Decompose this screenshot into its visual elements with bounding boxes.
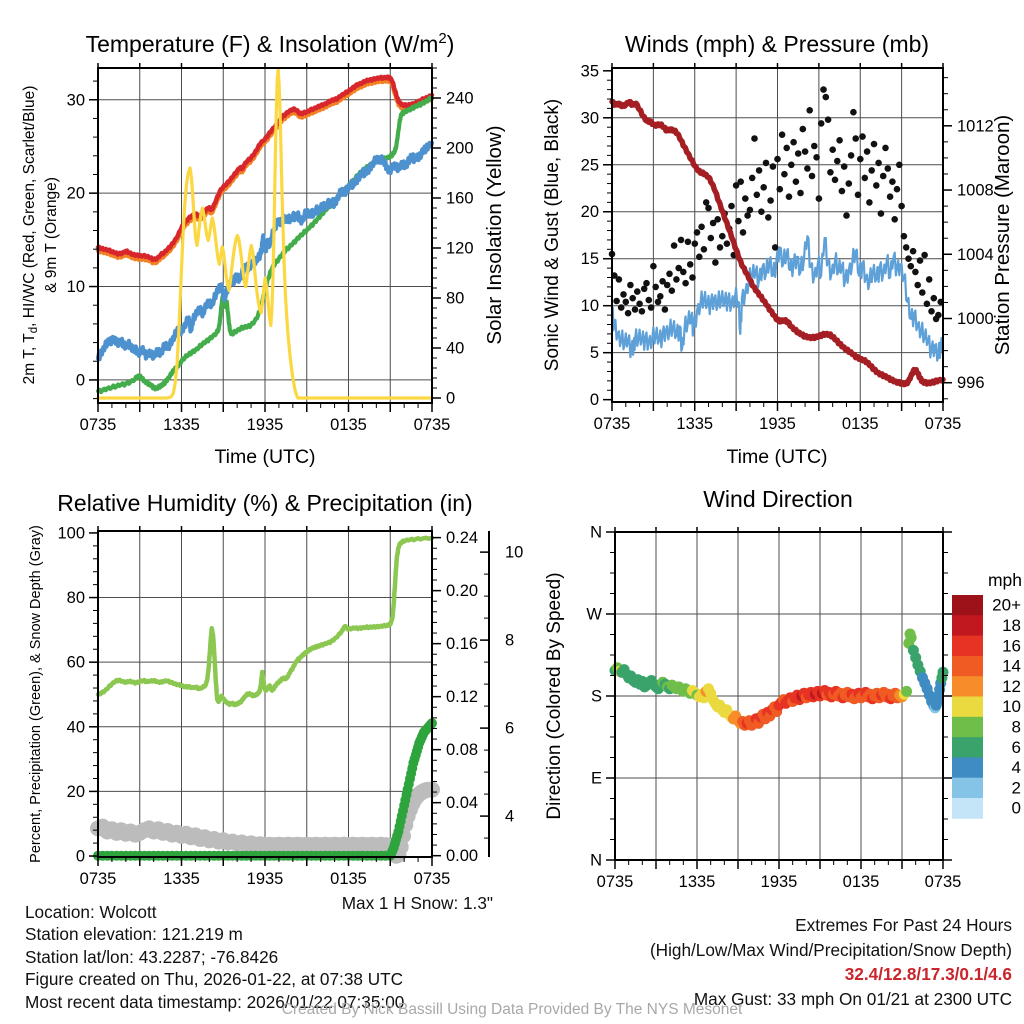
data-point xyxy=(862,175,869,182)
data-point xyxy=(763,160,770,167)
y-tick-label: 25 xyxy=(580,156,599,175)
colorbar-cell xyxy=(952,697,983,718)
data-point xyxy=(648,304,655,311)
y-tick-label: 35 xyxy=(580,62,599,81)
y-tick-label: 40 xyxy=(66,718,85,737)
data-point xyxy=(613,298,620,305)
colorbar-cell xyxy=(952,656,983,677)
data-point xyxy=(793,178,800,185)
data-point xyxy=(891,216,898,223)
y-tick-label: 0 xyxy=(75,847,85,866)
temp-yaxis-left-title: 2m T, Td, HI/WC (Red, Green, Scarlet/Blue) xyxy=(21,85,40,385)
data-point xyxy=(841,163,848,170)
y-tick-label: 200 xyxy=(446,139,474,158)
wind-layer xyxy=(581,62,994,433)
y-tick-label: S xyxy=(590,687,602,706)
data-point xyxy=(669,287,676,294)
colorbar-cell xyxy=(952,636,983,657)
y-tick-label: 240 xyxy=(446,89,474,108)
insolation-yaxis-right-title: Solar Insolation (Yellow) xyxy=(483,125,506,345)
colorbar-label: 6 xyxy=(1011,737,1021,757)
data-point xyxy=(901,233,908,240)
data-point xyxy=(873,182,880,189)
colorbar-label: 14 xyxy=(1002,656,1021,676)
data-point xyxy=(912,269,919,276)
data-point xyxy=(813,154,820,161)
colorbar-label: 4 xyxy=(1011,758,1021,778)
x-tick-label: 0735 xyxy=(79,870,117,888)
data-timestamp: Most recent data timestamp: 2026/01/22 07:35:00 xyxy=(25,991,405,1012)
data-point xyxy=(804,165,811,172)
colorbar-cell xyxy=(952,798,983,819)
data-point xyxy=(692,240,699,247)
data-point xyxy=(827,169,834,176)
data-point xyxy=(774,156,781,163)
temp-yaxis-left-title-line2: & 9m T (Orange) xyxy=(43,177,60,293)
extremes-values: 32.4/12.8/17.3/0.1/4.6 xyxy=(844,964,1012,985)
data-point xyxy=(875,160,882,167)
data-point xyxy=(882,145,889,152)
x-tick-label: 0735 xyxy=(593,415,631,433)
data-point xyxy=(777,186,784,193)
data-point xyxy=(625,310,632,317)
y-tick-label: 1008 xyxy=(957,181,994,200)
colorbar-label: 20+ xyxy=(992,595,1021,615)
data-point xyxy=(758,208,765,215)
y-tick-label: 0 xyxy=(75,371,85,390)
data-point xyxy=(903,244,910,251)
data-point xyxy=(749,175,756,182)
data-point xyxy=(705,205,712,212)
data-point xyxy=(698,224,705,231)
x-tick-label: 0135 xyxy=(842,873,880,891)
data-point xyxy=(632,306,639,313)
data-point xyxy=(843,212,850,219)
station-info-block xyxy=(25,901,404,1013)
data-point xyxy=(857,156,864,163)
data-point xyxy=(712,259,719,266)
y-tick-label: E xyxy=(590,769,602,788)
data-point xyxy=(770,163,777,170)
data-point xyxy=(696,253,703,260)
temp-panel-title: Temperature (F) & Insolation $(W/m^2)$ xyxy=(85,30,455,57)
data-point xyxy=(680,269,687,276)
data-point xyxy=(657,293,664,300)
data-point xyxy=(906,632,917,643)
data-point xyxy=(742,195,749,202)
data-point xyxy=(786,193,793,200)
y-tick-label: 0.20 xyxy=(446,582,479,601)
extremes-legend: (High/Low/Max Wind/Precipitation/Snow Depth) xyxy=(649,939,1012,960)
data-point xyxy=(636,301,643,308)
y-tick-label: 160 xyxy=(446,189,474,208)
y-tick-label: 996 xyxy=(957,374,985,393)
rh-layer xyxy=(57,524,523,888)
y-tick-label: 0.24 xyxy=(446,529,479,548)
y-tick-label: W xyxy=(586,605,602,624)
data-point xyxy=(767,197,774,204)
y-tick-label: 100 xyxy=(57,524,85,543)
colorbar-label: 12 xyxy=(1002,676,1021,696)
data-point xyxy=(783,145,790,152)
colorbar-label: 2 xyxy=(1011,778,1021,798)
data-point xyxy=(643,280,650,287)
data-point xyxy=(809,173,816,180)
x-tick-label: 1935 xyxy=(759,415,796,433)
colorbar-label: 0 xyxy=(1011,798,1021,818)
data-point xyxy=(650,263,657,270)
y-tick-label: 0.16 xyxy=(446,635,479,654)
snow-tick-label: 6 xyxy=(505,719,515,738)
data-point xyxy=(864,148,871,155)
data-point xyxy=(701,246,708,253)
x-tick-label: 0135 xyxy=(330,870,367,888)
data-point xyxy=(924,301,931,308)
colorbar-cell xyxy=(952,757,983,778)
data-point xyxy=(797,190,804,197)
y-tick-label: 40 xyxy=(446,339,465,358)
data-point xyxy=(629,295,636,302)
data-point xyxy=(618,304,625,311)
y-tick-label: 1012 xyxy=(957,117,994,136)
data-point xyxy=(935,312,942,319)
data-point xyxy=(620,291,627,298)
data-point xyxy=(765,214,772,221)
data-point xyxy=(910,248,917,255)
y-tick-label: 80 xyxy=(66,589,85,608)
data-point xyxy=(714,216,721,223)
data-point xyxy=(901,686,912,697)
data-point xyxy=(855,192,862,199)
x-tick-label: 0735 xyxy=(413,416,451,434)
data-point xyxy=(662,306,669,313)
data-point xyxy=(905,255,912,262)
x-tick-label: 1935 xyxy=(246,870,284,888)
dir-layer xyxy=(586,524,1022,892)
data-point xyxy=(724,240,731,247)
x-tick-label: 1335 xyxy=(676,415,714,433)
y-tick-label: 5 xyxy=(589,344,599,363)
data-point xyxy=(917,257,924,264)
y-tick-label: 30 xyxy=(66,91,85,110)
data-point xyxy=(898,203,905,210)
y-tick-label: 10 xyxy=(66,278,85,297)
temp-layer xyxy=(67,63,474,434)
x-tick-label: 1335 xyxy=(163,416,200,434)
data-point xyxy=(687,261,694,268)
data-point xyxy=(689,274,696,281)
rh-yaxis-left-title: Percent, Precipitation (Green), & Snow Depth (Gray) xyxy=(28,525,44,863)
y-tick-label: N xyxy=(590,851,602,870)
data-point xyxy=(887,193,894,200)
data-point xyxy=(811,143,818,150)
data-point xyxy=(816,195,823,202)
colorbar-label: 8 xyxy=(1011,717,1021,737)
data-point xyxy=(832,177,839,184)
data-point xyxy=(627,282,634,289)
data-point xyxy=(829,146,836,153)
data-point xyxy=(708,235,715,242)
x-tick-label: 1935 xyxy=(246,416,284,434)
data-point xyxy=(666,271,673,278)
pressure-yaxis-right-title: Station Pressure (Maroon) xyxy=(991,114,1014,356)
y-tick-label: 60 xyxy=(66,653,85,672)
dir-yaxis-left-title: Direction (Colored By Speed) xyxy=(544,572,565,820)
colorbar-cell xyxy=(952,615,983,636)
data-point xyxy=(623,299,630,306)
wind-xaxis-title: Time (UTC) xyxy=(726,446,828,468)
data-point xyxy=(737,178,744,185)
max-gust: Max Gust: 33 mph On 01/21 at 2300 UTC xyxy=(693,988,1012,1009)
x-tick-label: 0735 xyxy=(924,415,962,433)
y-tick-label: 120 xyxy=(446,239,474,258)
y-tick-label: 0.04 xyxy=(446,794,479,813)
y-tick-label: 10 xyxy=(580,297,599,316)
y-tick-label: 1004 xyxy=(957,245,994,264)
data-point xyxy=(836,137,843,144)
data-point xyxy=(694,229,701,236)
data-point xyxy=(848,152,855,159)
x-tick-label: 0735 xyxy=(79,416,117,434)
data-point xyxy=(928,308,935,315)
data-point xyxy=(639,308,646,315)
figure-created: Figure created on Thu, 2026-01-22, at 07:38 UTC xyxy=(25,969,404,990)
colorbar-cell xyxy=(952,737,983,758)
data-point xyxy=(616,276,623,283)
data-point xyxy=(825,116,832,123)
data-point xyxy=(717,244,724,251)
data-point xyxy=(685,239,692,246)
data-point xyxy=(772,244,779,251)
data-point xyxy=(740,229,747,236)
colorbar-cell xyxy=(952,778,983,799)
data-point xyxy=(896,162,903,169)
data-point xyxy=(878,210,885,217)
colorbar-title: mph xyxy=(987,570,1022,590)
x-tick-label: 1335 xyxy=(163,870,200,888)
data-point xyxy=(820,86,827,93)
data-point xyxy=(719,233,726,240)
y-tick-label: 0.12 xyxy=(446,688,479,707)
colorbar-cell xyxy=(952,717,983,738)
data-point xyxy=(880,173,887,180)
data-point xyxy=(788,162,795,169)
station-location: Location: Wolcott xyxy=(25,902,157,922)
colorbar-label: 10 xyxy=(1002,697,1021,717)
data-point xyxy=(846,180,853,187)
x-tick-label: 0135 xyxy=(330,416,367,434)
wind-panel-title: Winds (mph) & Pressure (mb) xyxy=(624,31,930,57)
data-point xyxy=(908,263,915,270)
data-point xyxy=(834,158,841,165)
station-latlon: Station lat/lon: 43.2287; -76.8426 xyxy=(25,946,279,967)
speed-colorbar xyxy=(952,570,1022,819)
data-point xyxy=(682,280,689,287)
x-tick-label: 0735 xyxy=(596,873,634,891)
colorbar-label: 18 xyxy=(1002,615,1021,635)
data-point xyxy=(634,288,641,295)
colorbar-cell xyxy=(952,676,983,697)
rh-panel-title: Relative Humidity (%) & Precipitation (in) xyxy=(57,490,473,516)
temp-xaxis-title: Time (UTC) xyxy=(214,446,316,468)
data-point xyxy=(871,141,878,148)
data-point xyxy=(678,237,685,244)
data-point xyxy=(823,94,830,101)
data-point xyxy=(859,133,866,140)
data-point xyxy=(850,109,857,116)
data-point xyxy=(926,276,933,283)
extremes-title: Extremes For Past 24 Hours xyxy=(795,915,1012,935)
data-point xyxy=(795,150,802,157)
credit-line: Created By Nick Bassill Using Data Provided By The NYS Mesonet xyxy=(281,1001,743,1018)
data-point xyxy=(919,289,926,296)
data-point xyxy=(652,284,659,291)
y-tick-label: 20 xyxy=(580,203,599,222)
data-point xyxy=(781,171,788,178)
data-point xyxy=(756,167,763,174)
data-point xyxy=(664,282,671,289)
data-point xyxy=(914,282,921,289)
data-point xyxy=(735,218,742,225)
y-tick-label: 30 xyxy=(580,109,599,128)
data-point xyxy=(747,207,754,214)
data-point xyxy=(921,252,928,259)
data-point xyxy=(885,165,892,172)
colorbar-label: 16 xyxy=(1002,636,1021,656)
data-point xyxy=(839,188,846,195)
max-1h-snow-note: Max 1 H Snow: 1.3" xyxy=(341,893,493,913)
x-tick-label: 0135 xyxy=(841,415,879,433)
y-tick-label: 0.08 xyxy=(446,741,479,760)
data-point xyxy=(646,297,653,304)
data-point xyxy=(818,120,825,127)
y-tick-label: 80 xyxy=(446,289,465,308)
y-tick-label: 15 xyxy=(580,250,599,269)
snow-tick-label: 10 xyxy=(505,543,524,562)
y-tick-label: 0 xyxy=(446,389,456,408)
data-point xyxy=(760,184,767,191)
y-tick-label: 1000 xyxy=(957,310,994,328)
data-point xyxy=(866,199,873,206)
extremes-block xyxy=(650,913,1012,1011)
data-point xyxy=(894,186,901,193)
y-tick-label: 0.00 xyxy=(446,847,479,866)
y-tick-label: N xyxy=(590,523,602,542)
data-point xyxy=(673,276,680,283)
data-point xyxy=(790,139,797,146)
y-tick-label: 20 xyxy=(66,782,85,801)
x-tick-label: 1335 xyxy=(678,873,716,891)
snow-tick-label: 4 xyxy=(505,807,515,826)
data-point xyxy=(931,295,938,302)
y-tick-label: 0 xyxy=(589,391,599,410)
colorbar-cell xyxy=(952,595,983,616)
data-point xyxy=(751,135,758,142)
data-point xyxy=(728,203,735,210)
data-point xyxy=(889,178,896,185)
station-elevation: Station elevation: 121.219 m xyxy=(25,924,243,945)
x-tick-label: 1935 xyxy=(760,873,798,891)
snow-tick-label: 8 xyxy=(505,631,515,650)
wind-yaxis-left-title: Sonic Wind & Gust (Blue, Black) xyxy=(542,98,563,372)
data-point xyxy=(868,167,875,174)
data-point xyxy=(800,126,807,133)
data-point xyxy=(754,192,761,199)
dir-panel-title: Wind Direction xyxy=(703,486,853,512)
x-tick-label: 0735 xyxy=(413,870,451,888)
x-tick-label: 0735 xyxy=(924,873,962,891)
data-point xyxy=(802,148,809,155)
data-point xyxy=(852,135,859,142)
data-point xyxy=(779,131,786,138)
y-tick-label: 20 xyxy=(66,184,85,203)
data-point xyxy=(806,107,813,114)
data-point xyxy=(671,242,678,249)
